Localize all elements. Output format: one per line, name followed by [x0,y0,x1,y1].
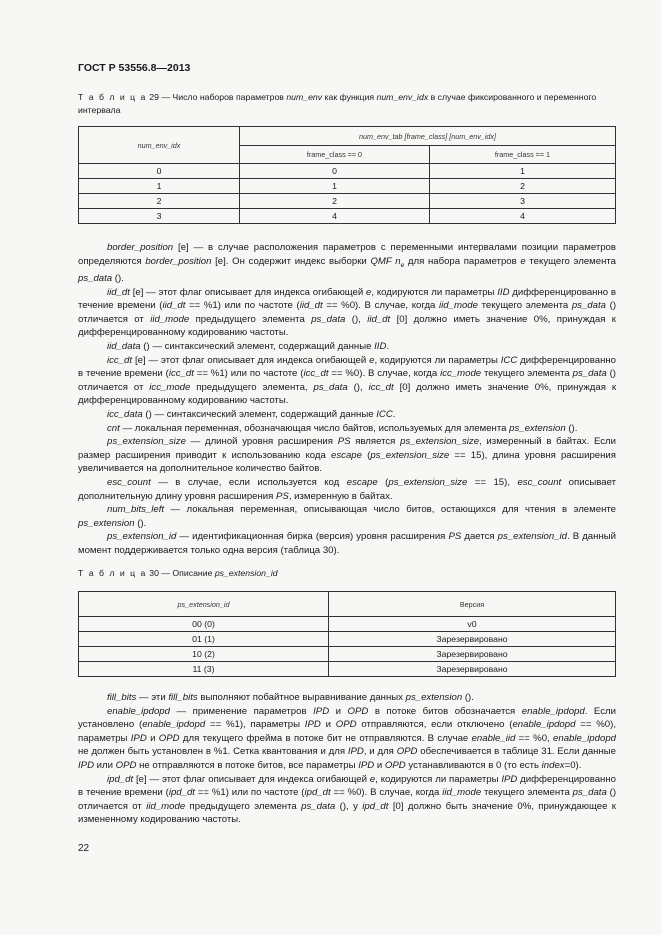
table-30-caption: Т а б л и ц а 30 — Описание ps_extension_id [78,568,278,578]
paragraph-iid-data: iid_data () — синтаксический элемент, содержащий данные IID. [107,341,390,353]
paragraph-enable-ipdopd: enable_ipdopd — применение параметров IPD и OPD в потоке битов обозначается enable_ipdopd. Если установлено (enable_ipdopd == %1), параметры IPD и OPD отправляются, если отключено (enable_ipdopd == %0), параметры IPD и OPD для текущего фрейма в потоке бит не отправляются. В случае enable_iid == %0, enable_ipdopd не должен быть установлен в %1. Сетка квантования и для IPD, и для OPD обеспечивается в таблице 31. Если данные IPD или OPD не отправляются в потоке битов, все параметры IPD и OPD устанавливаются в 0 (то есть index=0). [78,705,616,771]
body-text-block-2 [78,691,616,827]
body-text-block-1 [78,241,616,558]
table-row: 1 1 2 [79,179,616,194]
table-row: 3 4 4 [79,209,616,224]
paragraph-ps-extension-size: ps_extension_size — длиной уровня расширения PS является ps_extension_size, измеренный в байтах. Если размер расширения приводит к использованию кода escape (ps_extension_size == 15), длина уровня расширения увеличивается на дополнительное количество байтов. [78,436,617,475]
table-row: 0 0 1 [79,164,616,179]
table-row: 2 2 3 [79,194,616,209]
paragraph-icc-dt: icc_dt [e] — этот флаг описывает для индекса огибающей e, кодируются ли параметры ICC дифференцированно в течение времени (icc_dt == %1) или по частоте (icc_dt == %0). В случае, когда icc_mode текущего элемента ps_data () отличается от icc_mode предыдущего элемента, ps_data (), icc_dt [0] должно иметь значение 0%, принуждая к дифференцированному кодированию частоты. [78,354,617,407]
paragraph-border-position: border_position [e] — в случае расположения параметров с переменными интервалами позиции параметров определяются border_position [e]. Он содержит индекс выборки QMF $n_e$ для набора параметров e текущего элемента ps_data (). [78,242,617,285]
table-header-num-env-idx: num_env_idx [79,127,240,164]
paragraph-esc-count: esc_count — в случае, если используется код escape (ps_extension_size == 15), esc_count описывает дополнительную длину уровня расширения PS, измеренную в байтах. [78,477,616,502]
table-header-version: Версия [329,592,616,617]
table-30 [78,591,616,677]
paragraph-ps-extension-id: ps_extension_id — идентификационная бирка (версия) уровня расширения PS дается ps_extension_id. В данный момент поддерживается только одна версия (таблица 30). [78,531,616,556]
table-row: 00 (0) v0 [79,617,616,632]
table-header-ps-extension-id: ps_extension_id [79,592,329,617]
paragraph-icc-data: icc_data () — синтаксический элемент, содержащий данные ICC. [107,409,396,421]
table-row: 01 (1) Зарезервировано [79,632,616,647]
paragraph-fill-bits: fill_bits — эти fill_bits выполняют побайтное выравнивание данных ps_extension (). [107,692,474,703]
table-header-num-env-tab: num_env_tab [frame_class] [num_env_idx] [240,127,616,146]
paragraph-iid-dt: iid_dt [e] — этот флаг описывает для индекса огибающей e, кодируются ли параметры IID дифференцированно в течение времени (iid_dt == %1) или по частоте (iid_dt == %0). В случае, когда iid_mode текущего элемента ps_data () отличается от iid_mode предыдущего элемента ps_data (), iid_dt [0] должно иметь значение 0%, принуждая к дифференцированному кодированию частоты. [78,286,617,339]
table-29-caption: Т а б л и ц а 29 — Число наборов параметров num_env как функция num_env_idx в случае фиксированного и переменного интервала [78,92,597,115]
paragraph-num-bits-left: num_bits_left — локальная переменная, описывающая число битов, остающихся для чтения в элементе ps_extension (). [78,504,616,529]
table-row: 11 (3) Зарезервировано [79,662,616,677]
table-29 [78,126,616,224]
paragraph-cnt: cnt — локальная переменная, обозначающая число байтов, используемых для элемента ps_extension (). [107,422,578,434]
page-number: 22 [78,843,90,854]
table-header-frame-class-1: frame_class == 1 [430,146,616,164]
paragraph-ipd-dt: ipd_dt [e] — этот флаг описывает для индекса огибающей e, кодируются ли параметры IPD дифференцированно в течение времени (ipd_dt == %1) или по частоте (ipd_dt == %0). В случае, когда iid_mode текущего элемента ps_data () отличается от iid_mode предыдущего элемента ps_data (), у ipd_dt [0] должно быть значение 0%, принуждающее к измененному кодированию частоты. [78,773,617,826]
table-header-frame-class-0: frame_class == 0 [240,146,430,164]
document-header: ГОСТ Р 53556.8—2013 [78,62,191,74]
table-row: 10 (2) Зарезервировано [79,647,616,662]
